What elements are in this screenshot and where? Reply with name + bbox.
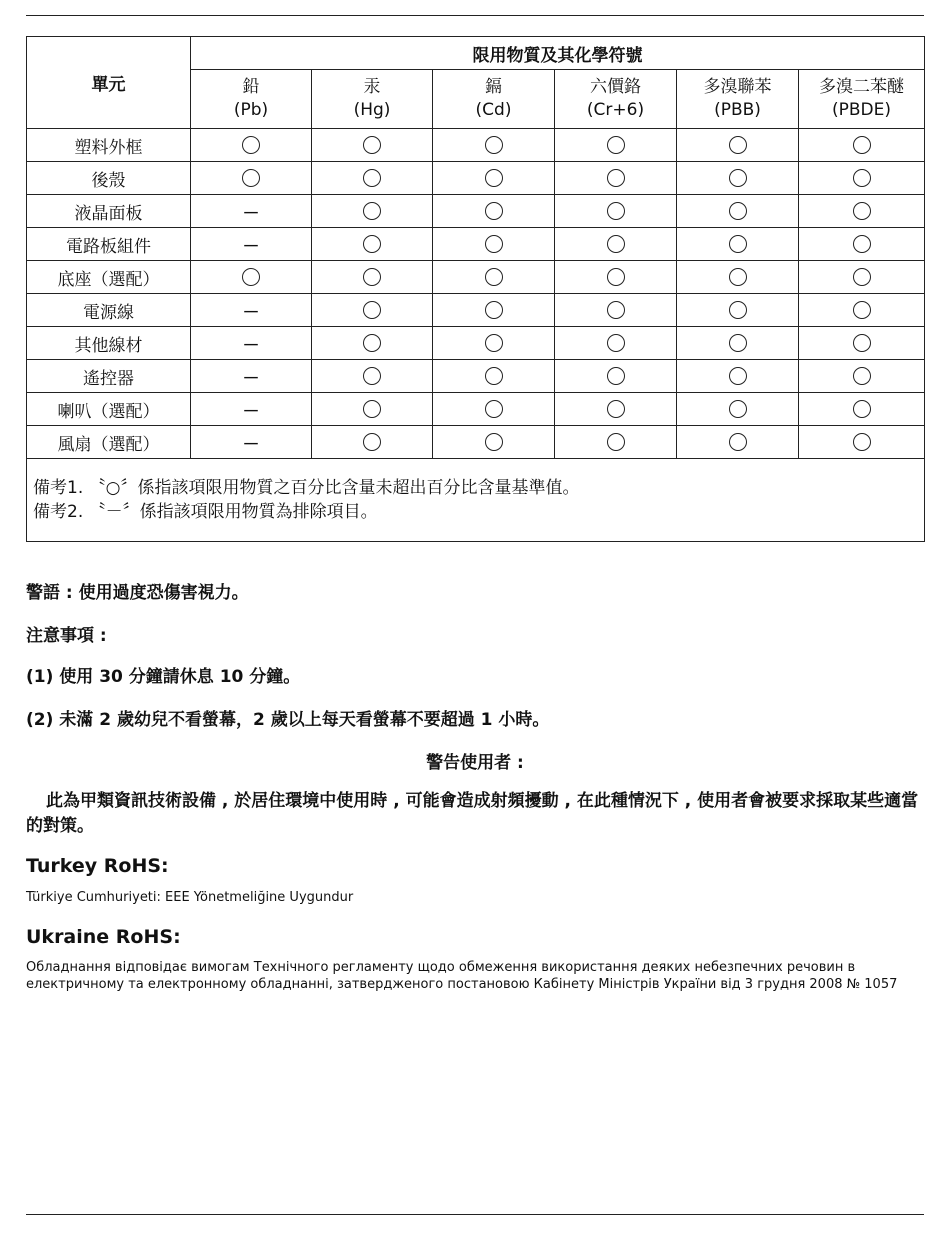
substance-name: 多溴二苯醚 <box>819 77 904 97</box>
table-cell <box>312 327 433 360</box>
substance-name: 汞 <box>363 77 381 97</box>
circle-mark-icon <box>485 235 503 253</box>
table-cell <box>191 327 312 360</box>
substance-symbol: (Hg) <box>353 100 391 120</box>
table-row <box>27 261 925 294</box>
unit-name: 後殼 <box>27 162 191 195</box>
circle-mark-icon <box>363 301 381 319</box>
circle-mark-icon <box>485 367 503 385</box>
unit-name: 底座（選配） <box>27 261 191 294</box>
circle-mark-icon <box>729 235 747 253</box>
caution-item-2: (2) 未滿 2 歲幼兒不看螢幕，2 歲以上每天看螢幕不要超過 1 小時。 <box>26 710 550 730</box>
circle-mark-icon <box>729 400 747 418</box>
table-cell <box>312 426 433 459</box>
circle-mark-icon <box>729 367 747 385</box>
table-cell <box>799 327 925 360</box>
circle-mark-icon <box>485 268 503 286</box>
substance-name: 鎘 <box>485 77 502 97</box>
table-cell <box>799 294 925 327</box>
table-cell <box>677 195 799 228</box>
circle-mark-icon <box>363 169 381 187</box>
table-cell <box>677 294 799 327</box>
table-cell <box>677 360 799 393</box>
unit-name: 電路板組件 <box>27 228 191 261</box>
unit-name: 風扇（選配） <box>27 426 191 459</box>
table-cell <box>799 195 925 228</box>
circle-mark-icon <box>607 202 625 220</box>
table-cell <box>555 261 677 294</box>
circle-mark-icon <box>485 334 503 352</box>
table-cell <box>433 162 555 195</box>
table-cell <box>799 261 925 294</box>
circle-mark-icon <box>363 136 381 154</box>
substance-header <box>433 70 555 129</box>
substance-header <box>191 70 312 129</box>
circle-mark-icon <box>607 334 625 352</box>
table-cell <box>677 327 799 360</box>
table-cell <box>677 426 799 459</box>
circle-mark-icon <box>853 268 871 286</box>
unit-name: 液晶面板 <box>27 195 191 228</box>
table-cell <box>555 228 677 261</box>
circle-mark-icon <box>485 202 503 220</box>
table-row <box>27 228 925 261</box>
table-cell <box>433 195 555 228</box>
circle-mark-icon <box>607 268 625 286</box>
table-row <box>27 393 925 426</box>
dash-mark: － <box>242 368 260 389</box>
circle-mark-icon <box>853 433 871 451</box>
table-cell <box>433 360 555 393</box>
table-cell <box>799 228 925 261</box>
substance-name: 六價鉻 <box>590 77 641 97</box>
turkey-rohs-text: Türkiye Cumhuriyeti: EEE Yönetmeliğine Uygundur <box>26 890 354 905</box>
substance-symbol: (PBDE) <box>831 100 891 120</box>
substance-header <box>312 70 433 129</box>
unit-name: 遙控器 <box>27 360 191 393</box>
circle-mark-icon <box>607 301 625 319</box>
table-row <box>27 129 925 162</box>
dash-mark: － <box>242 302 260 323</box>
circle-mark-icon <box>853 136 871 154</box>
turkey-rohs-heading: Turkey RoHS: <box>26 855 169 877</box>
eye-warning: 警語 : 使用過度恐傷害視力。 <box>26 583 249 603</box>
ukraine-rohs-heading: Ukraine RoHS: <box>26 926 181 948</box>
circle-mark-icon <box>363 367 381 385</box>
table-note: 備考2. 〝－〞係指該項限用物質為排除項目。 <box>33 502 378 522</box>
dash-mark: － <box>242 434 260 455</box>
table-cell <box>555 162 677 195</box>
circle-mark-icon <box>607 136 625 154</box>
circle-mark-icon <box>242 169 260 187</box>
table-cell <box>191 360 312 393</box>
table-cell <box>433 393 555 426</box>
table-row <box>27 360 925 393</box>
table-row <box>27 327 925 360</box>
table-row <box>27 162 925 195</box>
table-cell <box>191 228 312 261</box>
table-cell <box>433 426 555 459</box>
circle-mark-icon <box>242 268 260 286</box>
circle-mark-icon <box>607 367 625 385</box>
table-cell <box>312 393 433 426</box>
table-cell <box>555 426 677 459</box>
table-cell <box>555 294 677 327</box>
table-cell <box>677 261 799 294</box>
table-row <box>27 294 925 327</box>
substance-group-header: 限用物質及其化學符號 <box>191 37 925 70</box>
circle-mark-icon <box>729 301 747 319</box>
table-cell <box>799 393 925 426</box>
circle-mark-icon <box>607 400 625 418</box>
circle-mark-icon <box>729 433 747 451</box>
circle-mark-icon <box>729 169 747 187</box>
circle-mark-icon <box>729 334 747 352</box>
bottom-rule <box>26 1214 924 1215</box>
table-cell <box>677 393 799 426</box>
circle-mark-icon <box>729 202 747 220</box>
circle-mark-icon <box>853 334 871 352</box>
table-cell <box>191 294 312 327</box>
table-row <box>27 426 925 459</box>
unit-name: 塑料外框 <box>27 129 191 162</box>
dash-mark: － <box>242 335 260 356</box>
substance-header <box>677 70 799 129</box>
dash-mark: － <box>242 401 260 422</box>
table-cell <box>799 360 925 393</box>
table-cell <box>312 294 433 327</box>
table-cell <box>312 360 433 393</box>
circle-mark-icon <box>485 169 503 187</box>
substance-symbol: (Pb) <box>233 100 269 120</box>
caution-item-1: (1) 使用 30 分鐘請休息 10 分鐘。 <box>26 667 301 687</box>
circle-mark-icon <box>729 268 747 286</box>
table-cell <box>312 129 433 162</box>
table-cell <box>191 162 312 195</box>
circle-mark-icon <box>853 169 871 187</box>
table-cell <box>555 360 677 393</box>
table-cell <box>555 129 677 162</box>
table-row <box>27 195 925 228</box>
dash-mark: － <box>242 203 260 224</box>
top-rule <box>26 15 924 16</box>
circle-mark-icon <box>485 136 503 154</box>
circle-mark-icon <box>607 433 625 451</box>
table-notes <box>27 459 925 542</box>
table-cell <box>555 195 677 228</box>
table-cell <box>191 129 312 162</box>
notes-row <box>27 459 925 542</box>
circle-mark-icon <box>853 202 871 220</box>
ukraine-rohs-text: Обладнання відповідає вимогам Технічного регламенту щодо обмеження використання деяких небезпечних речовин в електричному та електронному обладнанні, затвердженого постановою Кабінету Міністрів України від 3 грудня 2008 № 1057 <box>26 960 898 992</box>
circle-mark-icon <box>853 301 871 319</box>
table-cell <box>555 393 677 426</box>
table-cell <box>677 162 799 195</box>
table-cell <box>191 426 312 459</box>
table-cell <box>312 195 433 228</box>
table-cell <box>191 261 312 294</box>
table-cell <box>191 393 312 426</box>
restricted-substances-table <box>26 36 925 542</box>
unit-name: 喇叭（選配） <box>27 393 191 426</box>
circle-mark-icon <box>363 400 381 418</box>
unit-header: 單元 <box>27 37 191 129</box>
circle-mark-icon <box>729 136 747 154</box>
table-cell <box>433 129 555 162</box>
substance-name: 鉛 <box>242 77 260 97</box>
circle-mark-icon <box>853 367 871 385</box>
table-cell <box>191 195 312 228</box>
circle-mark-icon <box>363 202 381 220</box>
user-warning-text: 此為甲類資訊技術設備 , 於居住環境中使用時 , 可能會造成射頻擾動 , 在此種情況下 , 使用者會被要求採取某些適當的對策。 <box>26 791 919 836</box>
circle-mark-icon <box>607 235 625 253</box>
table-cell <box>799 162 925 195</box>
table-cell <box>312 162 433 195</box>
circle-mark-icon <box>363 433 381 451</box>
table-note: 備考1. 〝○〞係指該項限用物質之百分比含量未超出百分比含量基準值。 <box>33 478 580 498</box>
circle-mark-icon <box>363 268 381 286</box>
unit-name: 其他線材 <box>27 327 191 360</box>
table-cell <box>799 426 925 459</box>
circle-mark-icon <box>242 136 260 154</box>
circle-mark-icon <box>363 235 381 253</box>
table-cell <box>312 228 433 261</box>
user-warning-title: 警告使用者 : <box>426 753 524 773</box>
table-cell <box>555 327 677 360</box>
circle-mark-icon <box>853 400 871 418</box>
substance-symbol: (PBB) <box>714 100 761 120</box>
circle-mark-icon <box>607 169 625 187</box>
caution-title: 注意事項 : <box>26 626 107 646</box>
table-cell <box>677 228 799 261</box>
circle-mark-icon <box>485 400 503 418</box>
substance-symbol: (Cd) <box>475 100 512 120</box>
circle-mark-icon <box>485 301 503 319</box>
circle-mark-icon <box>853 235 871 253</box>
table-cell <box>433 228 555 261</box>
substance-header <box>555 70 677 129</box>
table-cell <box>433 327 555 360</box>
substance-symbol: (Cr+6) <box>586 100 645 120</box>
circle-mark-icon <box>363 334 381 352</box>
table-cell <box>433 261 555 294</box>
unit-name: 電源線 <box>27 294 191 327</box>
circle-mark-icon <box>485 433 503 451</box>
substance-header <box>799 70 925 129</box>
substance-name: 多溴聯苯 <box>703 77 772 97</box>
table-cell <box>799 129 925 162</box>
table-cell <box>677 129 799 162</box>
table-cell <box>433 294 555 327</box>
dash-mark: － <box>242 236 260 257</box>
table-cell <box>312 261 433 294</box>
